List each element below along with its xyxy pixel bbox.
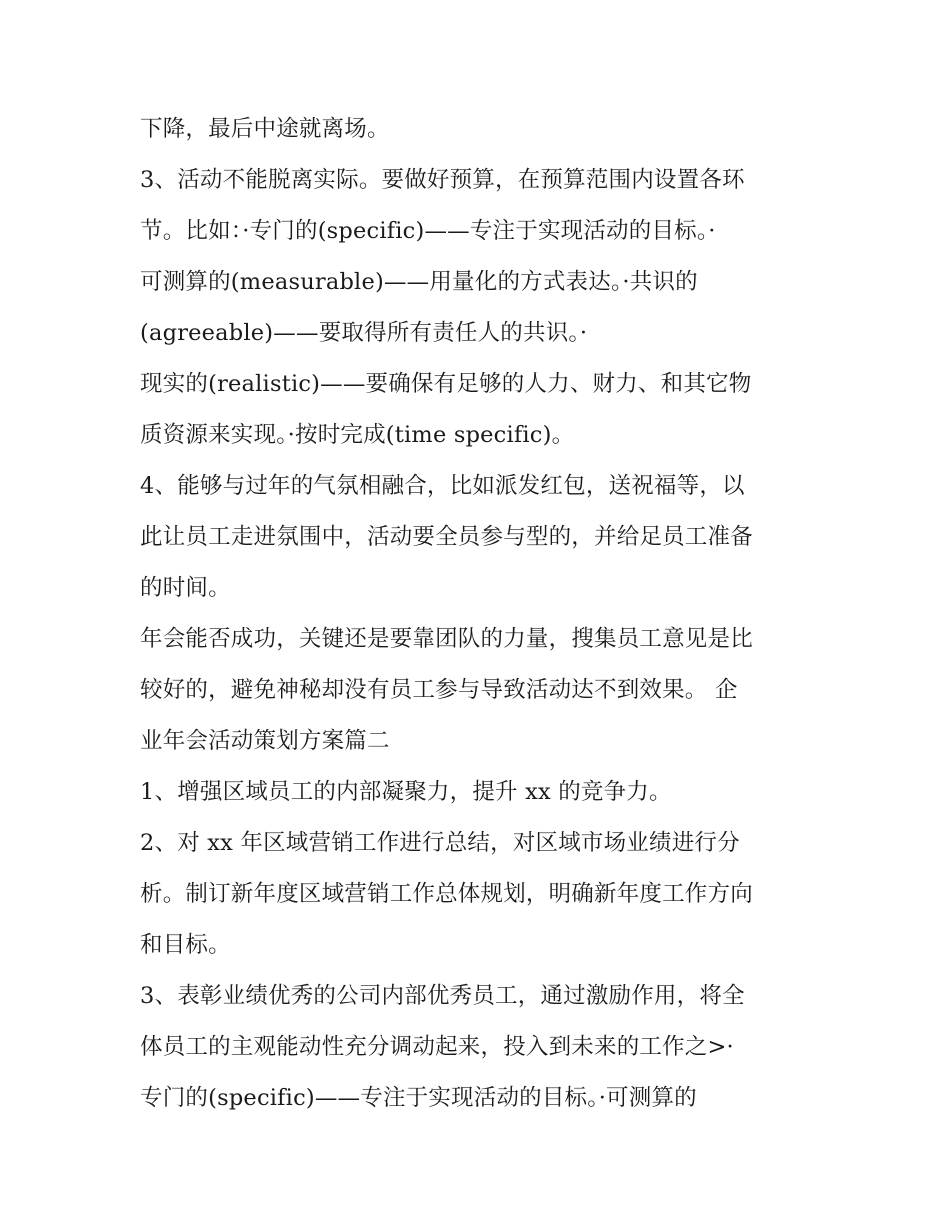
text-line: 此让员工走进氛围中，活动要全员参与型的，并给足员工准备: [140, 524, 753, 550]
text-line: 析。制订新年度区域营销工作总体规划，明确新年度工作方向: [140, 881, 753, 907]
text-line: 体员工的主观能动性充分调动起来，投入到未来的工作之>·: [140, 1034, 734, 1060]
text-line: 2、对 xx 年区域营销工作进行总结，对区域市场业绩进行分: [140, 830, 740, 856]
text-line: 4、能够与过年的气氛相融合，比如派发红包，送祝福等，以: [140, 473, 745, 499]
text-line: 质资源来实现。·按时完成(time specific)。: [140, 422, 575, 448]
text-line: 较好的，避免神秘却没有员工参与导致活动达不到效果。 企: [140, 677, 738, 703]
document-body: [140, 110, 830, 1130]
text-line: 3、表彰业绩优秀的公司内部优秀员工，通过激励作用，将全: [140, 983, 745, 1009]
text-line: 和目标。: [140, 932, 231, 958]
text-line: 节。比如：·专门的(specific)——专注于实现活动的目标。·: [140, 218, 716, 244]
text-line: 专门的(specific)——专注于实现活动的目标。·可测算的: [140, 1085, 697, 1111]
text-line: 3、活动不能脱离实际。要做好预算，在预算范围内设置各环: [140, 167, 745, 193]
text-line: 业年会活动策划方案篇二: [140, 728, 390, 754]
text-line: 下降，最后中途就离场。: [140, 116, 390, 142]
text-line: 1、增强区域员工的内部凝聚力，提升 xx 的竞争力。: [140, 779, 672, 805]
text-line: 可测算的(measurable)——用量化的方式表达。·共识的: [140, 269, 698, 295]
text-line: 现实的(realistic)——要确保有足够的人力、财力、和其它物: [140, 371, 752, 397]
text-line: (agreeable)——要取得所有责任人的共识。·: [140, 320, 588, 346]
text-line: 的时间。: [140, 575, 231, 601]
text-line: 年会能否成功，关键还是要靠团队的力量，搜集员工意见是比: [140, 626, 753, 652]
